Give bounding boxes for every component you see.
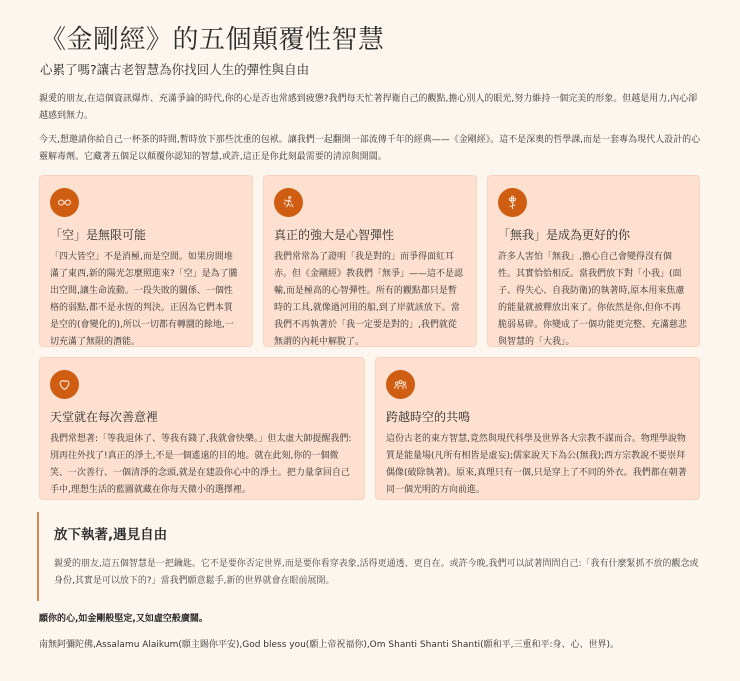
card-body: 「四大皆空」不是消極,而是空間。如果房間堆滿了東西,新的陽光怎麼照進來?「空」是為了騰出空間,讓生命流動。一段失敗的關係、一個性格的弱點,都不是永恆的判決。正因為它們本質是空的(會變化的),所以一切都有轉圜的餘地,一切充滿了無限的潛能。 (50, 252, 238, 347)
wisdom-card-resonance (375, 357, 700, 500)
wisdom-card-mental-flexibility (263, 175, 477, 347)
blessing-text: 願你的心,如金剛般堅定,又如虛空般廣闊。 (39, 614, 208, 624)
wisdom-card-non-self (487, 175, 700, 347)
flexible-person-icon (274, 188, 303, 217)
heart-icon (50, 370, 79, 399)
card-title: 「空」是無限可能 (50, 228, 147, 242)
card-body: 這份古老的東方智慧,竟然與現代科學及世界各大宗教不謀而合。物理學說物質是能量場(凡所有相皆是虛妄);儒家說天下為公(無我);西方宗教說不要崇拜偶像(破除執著)。原來,真理只有一個,只是穿上了不同的外衣。我們都在朝著同一個光明的方向前進。 (386, 434, 687, 495)
intro-paragraph-1: 親愛的朋友,在這個資訊爆炸、充滿爭論的時代,你的心是否也常感到疲憊?我們每天忙著捍衛自己的觀點,擔心別人的眼光,努力維持一個完美的形象。但越是用力,內心卻越感到無力。 (39, 94, 698, 121)
flower-icon (498, 188, 527, 217)
infinity-icon (50, 188, 79, 217)
closing-text: 南無阿彌陀佛,Assalamu Alaikum(願主賜你平安),God bless you(願上帝祝福你),Om Shanti Shanti Shanti(願和平,三重和平:身、心、世界)。 (39, 640, 620, 650)
card-title: 天堂就在每次善意裡 (50, 410, 159, 424)
card-title: 跨越時空的共鳴 (386, 410, 471, 424)
card-title: 「無我」是成為更好的你 (498, 228, 631, 242)
wisdom-card-kindness (39, 357, 365, 500)
users-group-icon (386, 370, 415, 399)
wisdom-card-emptiness (39, 175, 253, 347)
page-title: 《金剛經》的五個顛覆性智慧 (40, 25, 385, 55)
quote-title: 放下執著,遇見自由 (54, 527, 168, 543)
conclusion-quote (37, 512, 701, 601)
intro-paragraph-2: 今天,想邀請你給自己一杯茶的時間,暫時放下那些沈重的包袱。讓我們一起翻開一部流傳千年的經典——《金剛經》。這不是深奧的哲學課,而是一套專為現代人設計的心靈解毒劑。它藏著五個足以顛覆你認知的智慧,或許,這正是你此刻最需要的清涼與開闊。 (39, 135, 701, 162)
card-body: 我們常常為了證明「我是對的」而爭得面紅耳赤。但《金剛經》教我們「無爭」——這不是認輸,而是極高的心智彈性。所有的觀點都只是暫時的工具,就像過河用的船,到了岸就該放下。當我們不再執著於「我一定要是對的」,我們就從無謂的內耗中解脫了。 (274, 252, 464, 347)
quote-body: 親愛的朋友,這五個智慧是一把鑰匙。它不是要你否定世界,而是要你看穿表象,活得更通透、更自在。或許今晚,我們可以試著問問自己:「我有什麼緊抓不放的觀念或身份,其實是可以放下的?」當我們願意鬆手,新的世界就會在眼前展開。 (54, 559, 699, 586)
card-body: 許多人害怕「無我」,擔心自己會變得沒有個性。其實恰恰相反。當我們放下對「小我」(面子、得失心、自我防衛)的執著時,原本用來焦慮的能量就被釋放出來了。你依然是你,但你不再脆弱易碎。你變成了一個功能更完整、充滿慈悲與智慧的「大我」。 (498, 252, 688, 347)
page-subtitle: 心累了嗎?讓古老智慧為你找回人生的彈性與自由 (40, 62, 310, 77)
card-body: 我們常想著:「等我退休了、等我有錢了,我就會快樂。」但太虛大師提醒我們:別再往外找了!真正的淨土,不是一個遙遠的目的地。就在此刻,你的一個微笑、一次善行、一個清淨的念頭,就是在建設你心中的淨土。把力量拿回自己手中,理想生活的藍圖就藏在你每天微小的選擇裡。 (50, 434, 352, 495)
card-title: 真正的強大是心智彈性 (274, 228, 395, 242)
